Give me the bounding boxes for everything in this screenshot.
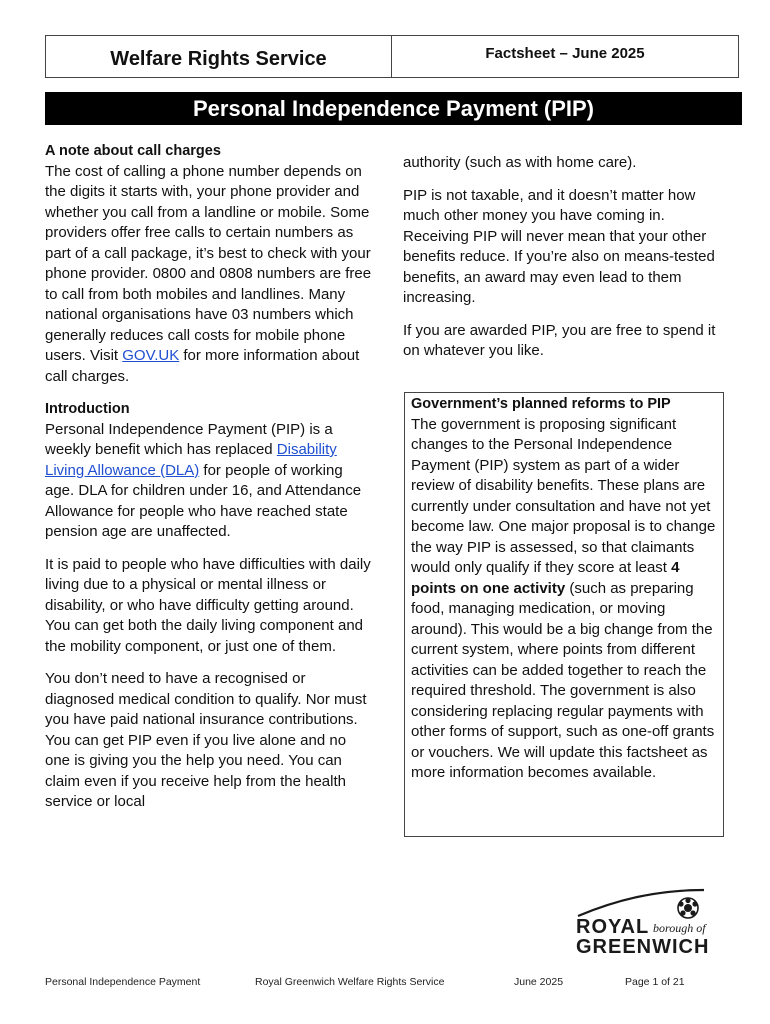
page-title: Personal Independence Payment (PIP) bbox=[45, 92, 742, 125]
logo-greenwich: GREENWICH bbox=[576, 936, 710, 958]
qualification-paragraph: You don’t need to have a recognised or diagnosed medical condition to qualify. Nor must you have paid national insurance contributions. You can get PIP even if you live alone and no one is giving you the help you need. You can claim even if you receive help from the health service or local bbox=[45, 670, 367, 810]
call-charges-heading: A note about call charges bbox=[45, 143, 221, 159]
reforms-box bbox=[404, 392, 724, 837]
footer-org: Royal Greenwich Welfare Rights Service bbox=[255, 976, 445, 988]
logo-borough: borough of bbox=[653, 921, 706, 935]
call-charges-text bbox=[45, 162, 375, 388]
call-text-part-1: The cost of calling a phone number depends on the digits it starts with, your phone provider and whether you call from a landline or mobile. Some providers offer free calls to certain numbers as part of a call package, it’s best to check with your phone provider. 0800 and 0808 numbers are free to call from both mobiles and landlines. Many national organisations have 03 numbers which generally reduces call costs for mobile phone users. Visit bbox=[45, 162, 372, 364]
reforms-emphasis: 4 points on one activity bbox=[411, 559, 680, 597]
footer-page-number: Page 1 of 21 bbox=[625, 976, 685, 988]
reforms-text bbox=[411, 415, 717, 784]
footer bbox=[45, 976, 695, 992]
service-name: Welfare Rights Service bbox=[46, 36, 392, 77]
header-box bbox=[45, 35, 739, 78]
reforms-text-part-2: (such as preparing food, managing medication, or moving around). This would be a big change from the current system, where points from different activities can be added together to reach the required threshold. The government is also considering replacing regular payments with other forms of support, such as one-off grants or vouchers. We will update this factsheet as more information becomes available. bbox=[411, 579, 715, 781]
right-column bbox=[403, 153, 725, 374]
dla-link[interactable]: Disability Living Allowance (DLA) bbox=[45, 441, 337, 479]
intro-text-part-2: for people of working age. DLA for children under 16, and Attendance Allowance for people who have reached state pension age are unaffected. bbox=[45, 461, 362, 540]
footer-date: June 2025 bbox=[514, 976, 564, 988]
factsheet-date: Factsheet – June 2025 bbox=[485, 45, 645, 62]
left-column bbox=[45, 141, 375, 825]
logo-royal: ROYAL bbox=[576, 916, 650, 938]
gov-uk-link[interactable]: GOV.UK bbox=[122, 347, 180, 364]
introduction-heading: Introduction bbox=[45, 401, 130, 417]
taxable-paragraph: PIP is not taxable, and it doesn’t matter how much other money you have coming in. Receiving PIP will never mean that your other benefits reduce. If you’re also on means-tested benefits, an award may even lead to them increasing. bbox=[403, 186, 715, 306]
call-text-part-2: for more information about call charges. bbox=[45, 347, 360, 385]
eligibility-paragraph: It is paid to people who have difficulties with daily living due to a physical or mental illness or disability, or who have difficulty getting around. You can get both the daily living component and the mobility component, or just one of them. bbox=[45, 555, 371, 655]
spending-paragraph: If you are awarded PIP, you are free to spend it on whatever you like. bbox=[403, 321, 716, 359]
footer-doc-title: Personal Independence Payment bbox=[45, 976, 201, 988]
continued-paragraph: authority (such as with home care). bbox=[403, 154, 637, 171]
royal-greenwich-logo bbox=[576, 888, 726, 958]
reforms-heading: Government’s planned reforms to PIP bbox=[411, 396, 671, 412]
intro-text bbox=[45, 420, 375, 543]
reforms-text-part-1: The government is proposing significant changes to the Personal Independence Payment (PIP) system as part of a wider review of disability benefits. These plans are currently under consultation and have not yet become law. One major proposal is to change the way PIP is assessed, so that claimants would only qualify if they score at least bbox=[411, 415, 716, 576]
intro-text-part-1: Personal Independence Payment (PIP) is a weekly benefit which has replaced bbox=[45, 420, 333, 458]
